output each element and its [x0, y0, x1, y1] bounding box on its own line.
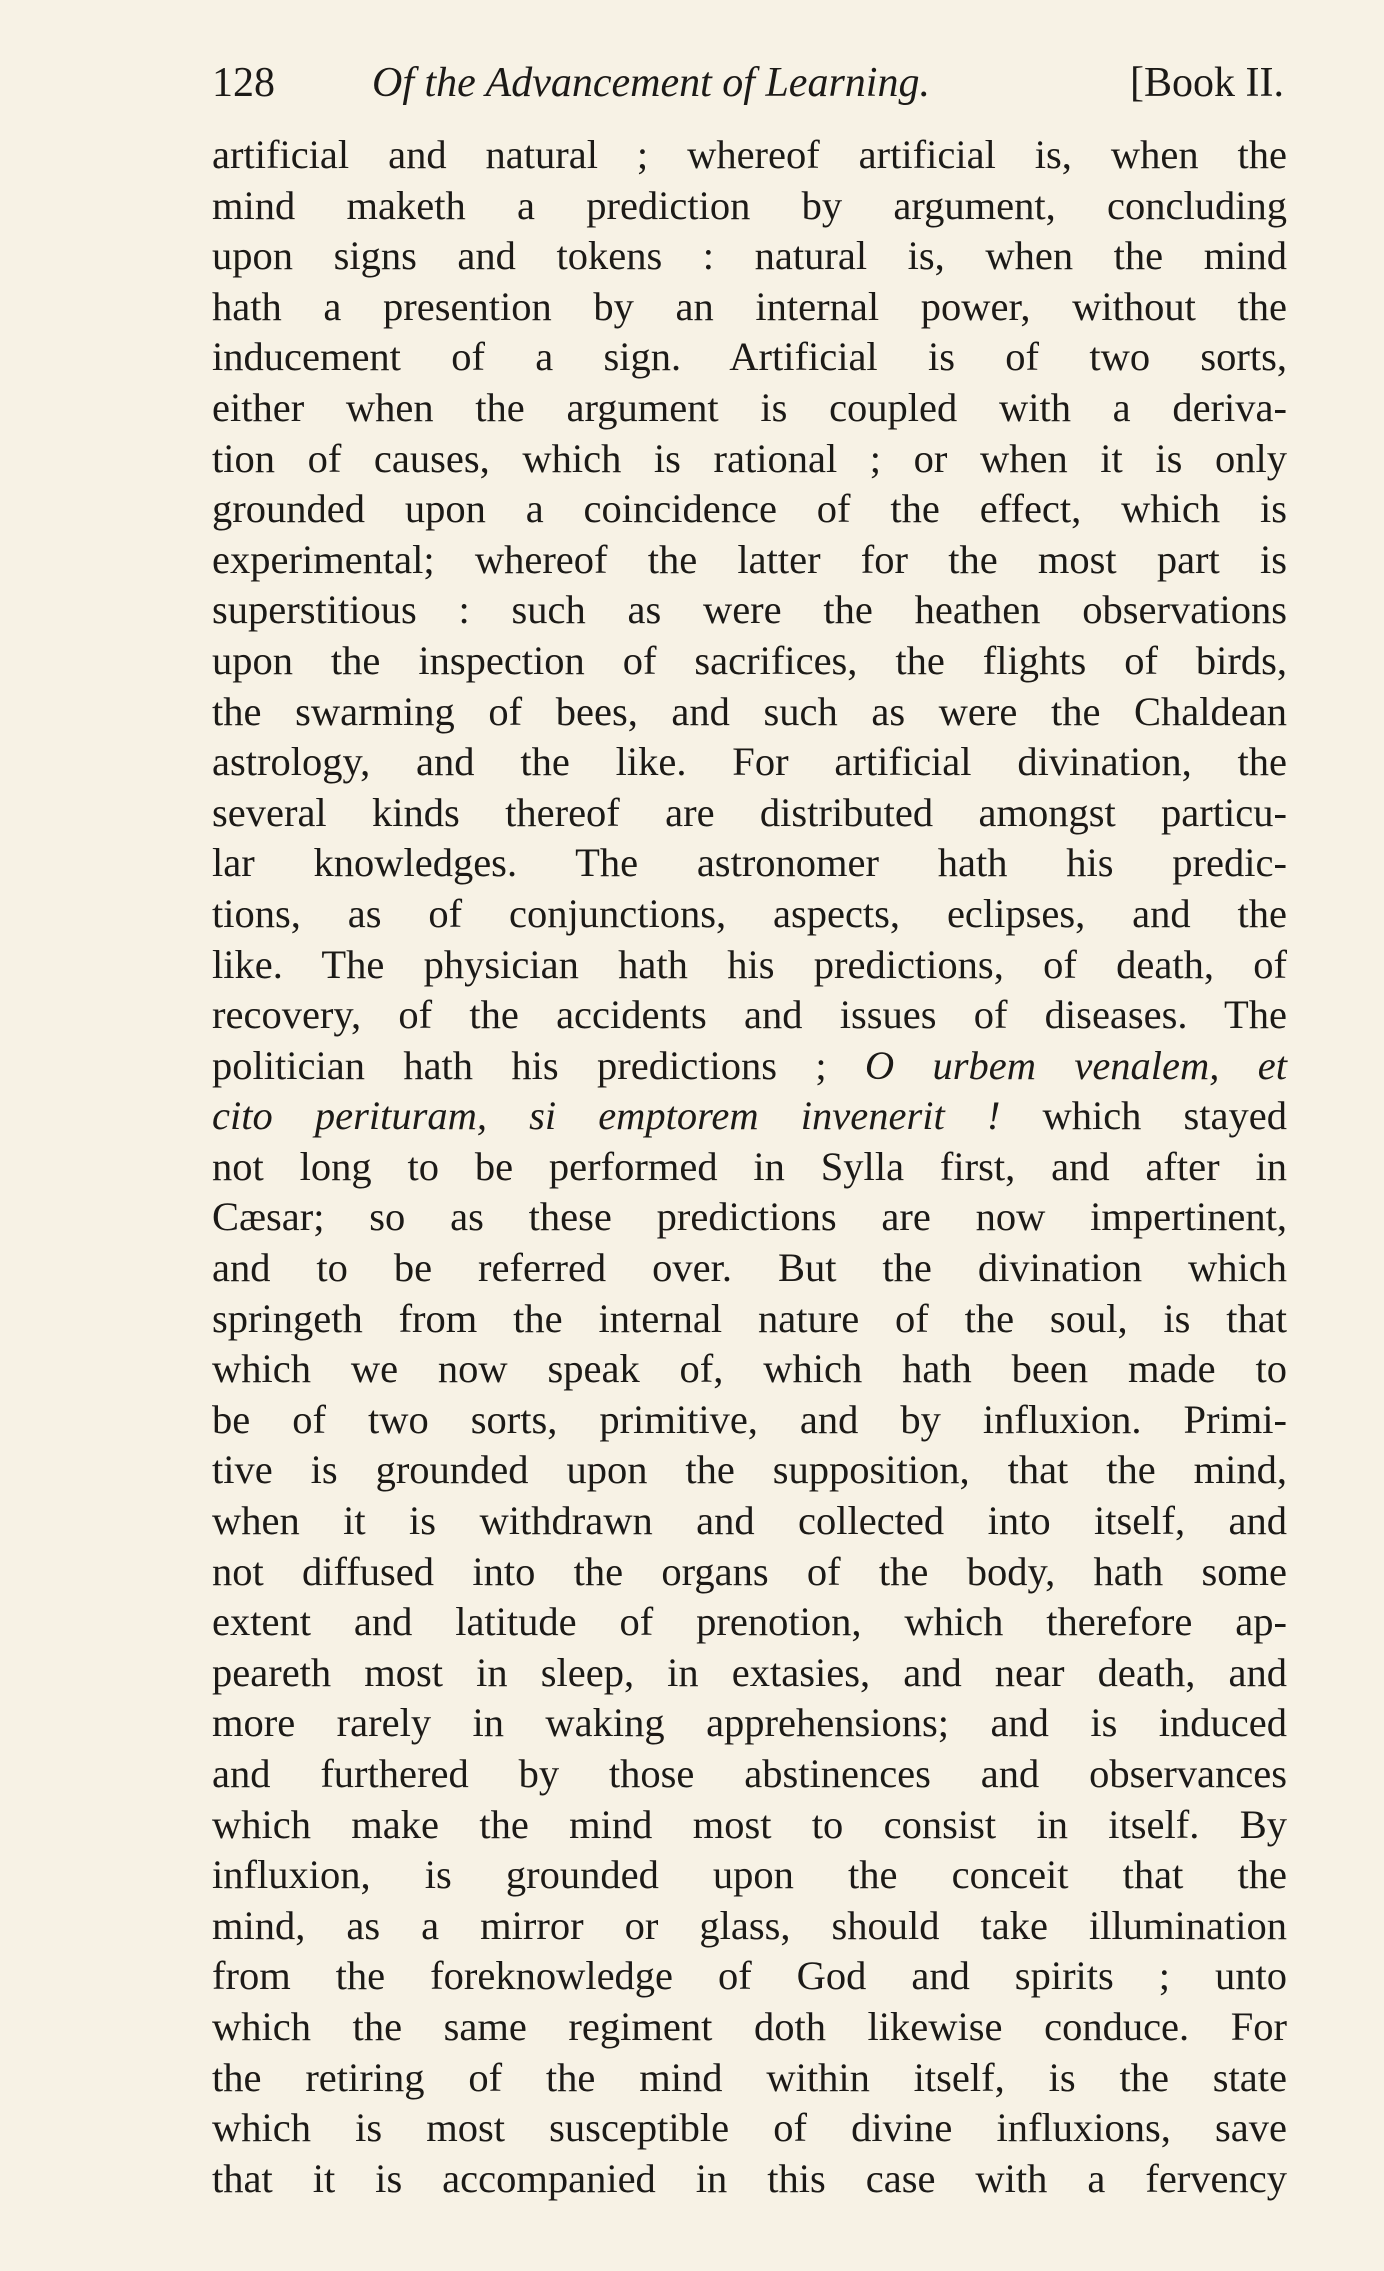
- text-line: influxion, is grounded upon the conceit that the: [212, 1852, 1287, 1898]
- text-line: and furthered by those abstinences and observances: [212, 1751, 1287, 1796]
- text-line: lar knowledges. The astronomer hath his predic-: [212, 840, 1287, 886]
- text-line: the retiring of the mind within itself, is the state: [212, 2054, 1287, 2100]
- text-line: inducement of a sign. Artificial is of two sorts,: [212, 334, 1287, 380]
- text-line-mixed: [212, 1091, 1287, 1142]
- text-line: when it is withdrawn and collected into itself, and: [212, 1498, 1287, 1544]
- text-line: more rarely in waking apprehensions; and is induced: [212, 1700, 1287, 1746]
- text-line: experimental; whereof the latter for the most part is: [212, 536, 1287, 582]
- book-label: [Book II.: [1130, 60, 1284, 106]
- text-line: recovery, of the accidents and issues of diseases. The: [212, 992, 1287, 1038]
- text-line: from the foreknowledge of God and spirits ; unto: [212, 1953, 1287, 1999]
- text-line: upon signs and tokens : natural is, when the mind: [212, 233, 1287, 279]
- text-line: that it is accompanied in this case with a fervency: [212, 2155, 1287, 2201]
- text-line: astrology, and the like. For artificial divination, the: [212, 739, 1287, 785]
- running-title: Of the Advancement of Learning.: [372, 60, 930, 106]
- text-line: which make the mind most to consist in itself. By: [212, 1801, 1287, 1847]
- text-line: which the same regiment doth likewise conduce. For: [212, 2003, 1287, 2049]
- text-line: extent and latitude of prenotion, which therefore ap-: [212, 1599, 1287, 1645]
- running-header: [212, 52, 1292, 114]
- text-segment: politician hath his predictions ;: [212, 1042, 865, 1088]
- text-line: and to be referred over. But the divination which: [212, 1245, 1287, 1291]
- text-line: hath a presention by an internal power, without the: [212, 283, 1287, 329]
- text-line: artificial and natural ; whereof artificial is, when the: [212, 132, 1287, 177]
- text-line: several kinds thereof are distributed amongst particu-: [212, 789, 1287, 835]
- text-line-mixed: [212, 1041, 1287, 1092]
- text-line: mind maketh a prediction by argument, concluding: [212, 182, 1287, 228]
- text-segment: which stayed: [1000, 1093, 1287, 1139]
- latin-quotation: O urbem venalem, et: [864, 1042, 1287, 1088]
- latin-quotation: cito perituram, si emptorem invenerit !: [212, 1093, 1001, 1139]
- text-line: peareth most in sleep, in extasies, and near death, and: [212, 1649, 1287, 1695]
- text-line: be of two sorts, primitive, and by influxion. Primi-: [212, 1396, 1287, 1442]
- text-line: the swarming of bees, and such as were the Chaldean: [212, 688, 1287, 734]
- text-line: upon the inspection of sacrifices, the flights of birds,: [212, 637, 1287, 683]
- body-text: [212, 130, 1287, 2204]
- text-line: which we now speak of, which hath been made to: [212, 1346, 1287, 1392]
- text-line: springeth from the internal nature of the soul, is that: [212, 1295, 1287, 1341]
- text-line: tion of causes, which is rational ; or when it is only: [212, 435, 1287, 481]
- text-line: which is most susceptible of divine influxions, save: [212, 2105, 1287, 2151]
- page-number: 128: [212, 60, 275, 106]
- text-line: like. The physician hath his predictions, of death, of: [212, 941, 1287, 987]
- text-line: Cæsar; so as these predictions are now impertinent,: [212, 1194, 1287, 1240]
- text-line: not diffused into the organs of the body, hath some: [212, 1548, 1287, 1594]
- text-line: tions, as of conjunctions, aspects, eclipses, and the: [212, 890, 1287, 936]
- text-line: grounded upon a coincidence of the effect, which is: [212, 486, 1287, 532]
- text-line: mind, as a mirror or glass, should take illumination: [212, 1902, 1287, 1948]
- text-line: not long to be performed in Sylla first, and after in: [212, 1143, 1287, 1189]
- text-line: either when the argument is coupled with a deriva-: [212, 384, 1287, 430]
- text-line: superstitious : such as were the heathen observations: [212, 587, 1287, 633]
- text-line: tive is grounded upon the supposition, that the mind,: [212, 1447, 1287, 1493]
